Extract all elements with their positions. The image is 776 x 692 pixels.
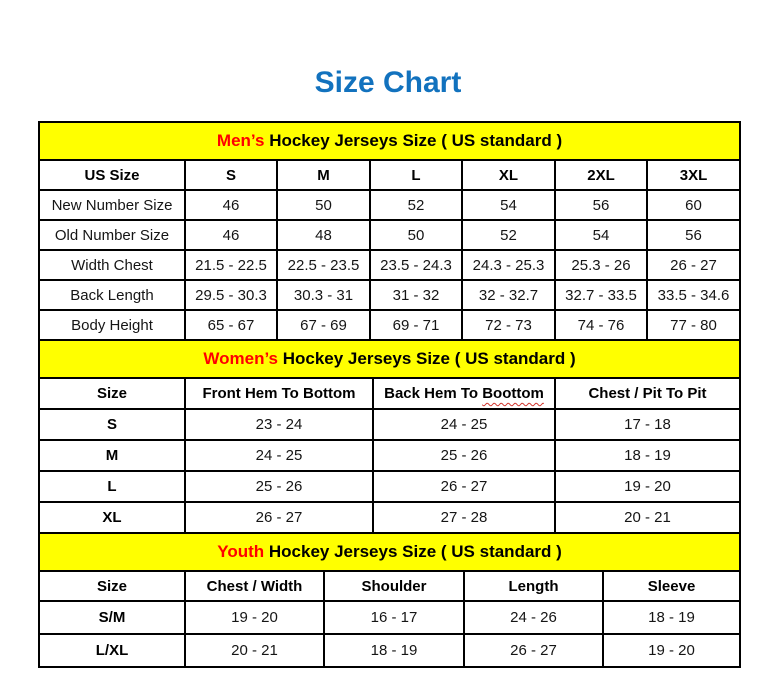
womens-size-table [38, 339, 741, 534]
table-cell: 46 [185, 220, 277, 250]
column-header: L [370, 160, 462, 190]
table-cell: 52 [462, 220, 555, 250]
table-row [39, 190, 740, 220]
womens-section-heading [39, 340, 740, 378]
youth-size-table [38, 532, 741, 668]
youth-heading-highlight: Youth [217, 542, 265, 561]
table-cell: 17 - 18 [555, 409, 740, 440]
table-cell: 24 - 25 [373, 409, 555, 440]
youth-section-heading [39, 533, 740, 571]
table-cell: 18 - 19 [555, 440, 740, 471]
table-cell: 54 [555, 220, 647, 250]
table-cell: 32 - 32.7 [462, 280, 555, 310]
row-label: L [39, 471, 185, 502]
column-header: Chest / Width [185, 571, 324, 601]
table-cell: 50 [370, 220, 462, 250]
table-cell: 24 - 25 [185, 440, 373, 471]
table-row [39, 601, 740, 634]
table-cell: 56 [555, 190, 647, 220]
table-cell: 52 [370, 190, 462, 220]
table-cell: 23.5 - 24.3 [370, 250, 462, 280]
row-label: S [39, 409, 185, 440]
row-label: Back Length [39, 280, 185, 310]
table-cell: 46 [185, 190, 277, 220]
row-label: XL [39, 502, 185, 533]
table-cell: 19 - 20 [603, 634, 740, 667]
youth-heading-rest: Hockey Jerseys Size ( US standard ) [264, 542, 562, 561]
row-label: L/XL [39, 634, 185, 667]
mens-size-table [38, 121, 741, 341]
row-label: New Number Size [39, 190, 185, 220]
table-row [39, 220, 740, 250]
table-cell: 77 - 80 [647, 310, 740, 340]
table-row [39, 634, 740, 667]
table-cell: 32.7 - 33.5 [555, 280, 647, 310]
mens-section-heading [39, 122, 740, 160]
table-cell: 74 - 76 [555, 310, 647, 340]
table-cell: 26 - 27 [373, 471, 555, 502]
row-label: Width Chest [39, 250, 185, 280]
column-header: Front Hem To Bottom [185, 378, 373, 409]
table-cell: 18 - 19 [324, 634, 464, 667]
table-cell: 23 - 24 [185, 409, 373, 440]
table-cell: 31 - 32 [370, 280, 462, 310]
table-cell: 22.5 - 23.5 [277, 250, 370, 280]
column-header: Size [39, 378, 185, 409]
table-cell: 18 - 19 [603, 601, 740, 634]
mens-section-heading-row [39, 122, 740, 160]
mens-header-row [39, 160, 740, 190]
table-row [39, 250, 740, 280]
column-header: Shoulder [324, 571, 464, 601]
table-cell: 54 [462, 190, 555, 220]
womens-section-heading-row [39, 340, 740, 378]
table-cell: 65 - 67 [185, 310, 277, 340]
table-cell: 20 - 21 [555, 502, 740, 533]
table-cell: 48 [277, 220, 370, 250]
back-hem-prefix: Back Hem To [384, 385, 483, 402]
womens-header-row [39, 378, 740, 409]
table-cell: 60 [647, 190, 740, 220]
row-label: S/M [39, 601, 185, 634]
table-cell: 24.3 - 25.3 [462, 250, 555, 280]
table-row [39, 502, 740, 533]
column-header: Sleeve [603, 571, 740, 601]
table-row [39, 440, 740, 471]
table-cell: 21.5 - 22.5 [185, 250, 277, 280]
table-cell: 26 - 27 [185, 502, 373, 533]
table-cell: 30.3 - 31 [277, 280, 370, 310]
table-row [39, 471, 740, 502]
table-cell: 69 - 71 [370, 310, 462, 340]
table-cell: 33.5 - 34.6 [647, 280, 740, 310]
table-cell: 67 - 69 [277, 310, 370, 340]
table-cell: 25.3 - 26 [555, 250, 647, 280]
youth-header-row [39, 571, 740, 601]
row-label: Body Height [39, 310, 185, 340]
column-header: M [277, 160, 370, 190]
table-cell: 50 [277, 190, 370, 220]
table-row [39, 310, 740, 340]
column-header: Chest / Pit To Pit [555, 378, 740, 409]
table-cell: 25 - 26 [185, 471, 373, 502]
table-cell: 25 - 26 [373, 440, 555, 471]
column-header: 2XL [555, 160, 647, 190]
column-header: 3XL [647, 160, 740, 190]
table-cell: 24 - 26 [464, 601, 603, 634]
size-chart [38, 121, 739, 668]
table-row [39, 280, 740, 310]
table-cell: 26 - 27 [647, 250, 740, 280]
column-header [373, 378, 555, 409]
table-cell: 20 - 21 [185, 634, 324, 667]
table-cell: 72 - 73 [462, 310, 555, 340]
column-header: Size [39, 571, 185, 601]
row-label: Old Number Size [39, 220, 185, 250]
column-header: XL [462, 160, 555, 190]
table-cell: 16 - 17 [324, 601, 464, 634]
row-label: M [39, 440, 185, 471]
mens-heading-rest: Hockey Jerseys Size ( US standard ) [264, 131, 563, 150]
column-header: Length [464, 571, 603, 601]
table-cell: 19 - 20 [185, 601, 324, 634]
youth-section-heading-row [39, 533, 740, 571]
table-row [39, 409, 740, 440]
back-hem-misspelled-word: Boottom [482, 385, 544, 402]
table-cell: 26 - 27 [464, 634, 603, 667]
column-header: S [185, 160, 277, 190]
womens-heading-highlight: Women’s [203, 349, 278, 368]
column-header: US Size [39, 160, 185, 190]
womens-heading-rest: Hockey Jerseys Size ( US standard ) [278, 349, 576, 368]
table-cell: 29.5 - 30.3 [185, 280, 277, 310]
page-title: Size Chart [314, 66, 462, 99]
table-cell: 56 [647, 220, 740, 250]
mens-heading-highlight: Men’s [216, 131, 265, 150]
table-cell: 19 - 20 [555, 471, 740, 502]
table-cell: 27 - 28 [373, 502, 555, 533]
